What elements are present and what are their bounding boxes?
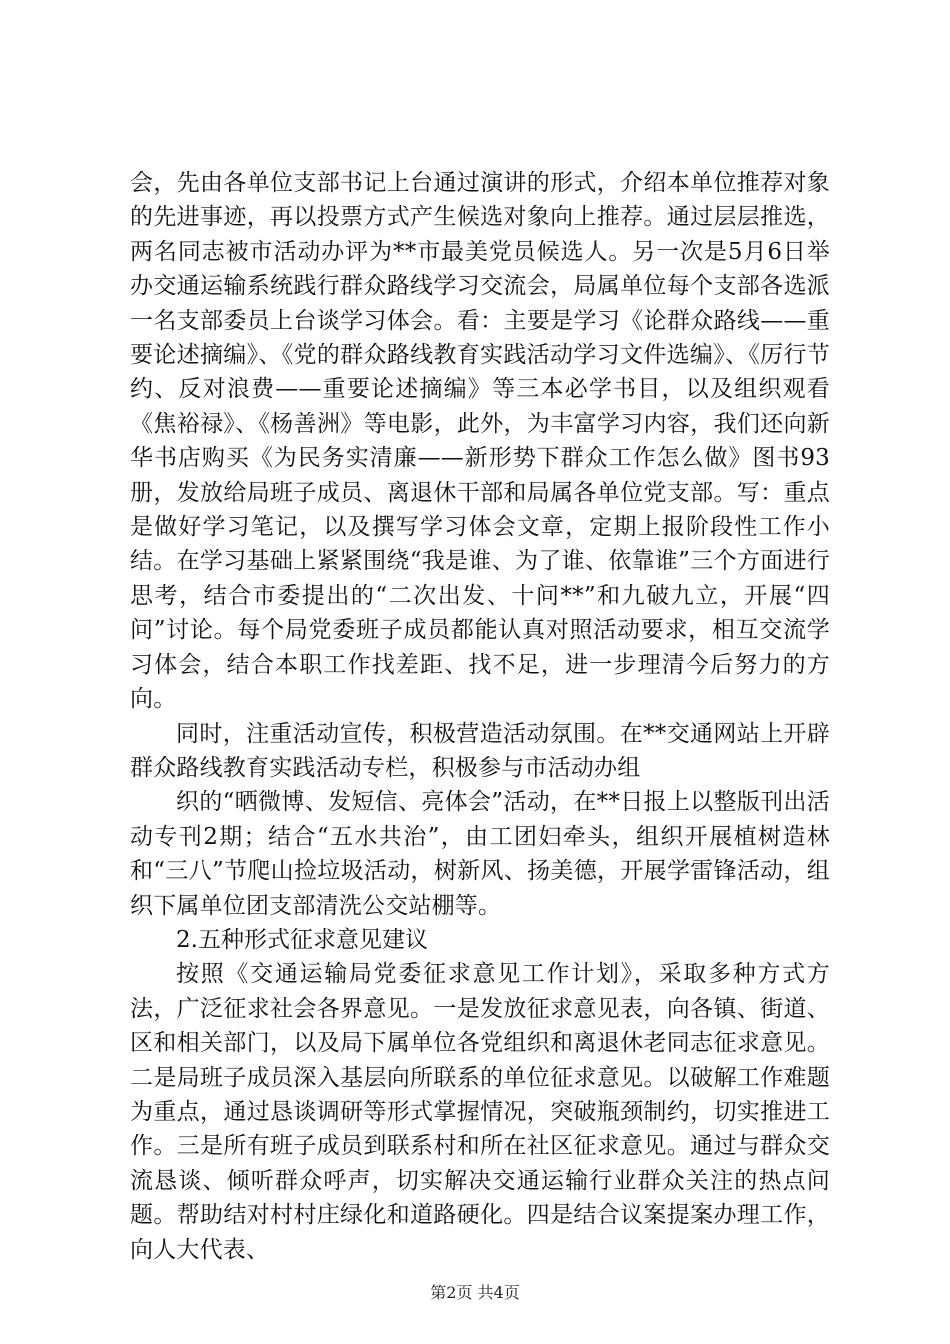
- page-number-footer: 第2页 共4页: [430, 1283, 520, 1302]
- section-heading: 2.五种形式征求意见建议: [176, 926, 428, 953]
- paragraph-3: 织的“晒微博、发短信、亮体会”活动，在**日报上以整版刊出活动专刊2期；结合“五水共治”，由工团妇牵头，组织开展植树造林和“三八”节爬山捡垃圾活动，树新风、扬美德，开展学雷锋活动，组织下属单位团支部清洗公交站棚等。: [130, 789, 830, 919]
- paragraph-4: 按照《交通运输局党委征求意见工作计划》，采取多种方式方法，广泛征求社会各界意见。一是发放征求意见表，向各镇、街道、区和相关部门，以及局下属单位各党组织和离退休老同志征求意见。二是局班子成员深入基层向所联系的单位征求意见。以破解工作难题为重点，通过恳谈调研等形式掌握情况，突破瓶颈制约，切实推进工作。三是所有班子成员到联系村和所在社区征求意见。通过与群众交流恳谈、倾听群众呼声，切实解决交通运输行业群众关注的热点问题。帮助结对村村庄绿化和道路硬化。四是结合议案提案办理工作，向人大代表、: [130, 961, 830, 1263]
- document-body: [130, 166, 830, 1267]
- paragraph-2: 同时，注重活动宣传，积极营造活动氛围。在**交通网站上开辟群众路线教育实践活动专栏，积极参与市活动办组: [130, 720, 830, 781]
- paragraph-1: 会，先由各单位支部书记上台通过演讲的形式，介绍本单位推荐对象的先进事迹，再以投票方式产生候选对象向上推荐。通过层层推选，两名同志被市活动办评为**市最美党员候选人。另一次是5月6日举办交通运输系统践行群众路线学习交流会，局属单位每个支部各选派一名支部委员上台谈学习体会。看：主要是学习《论群众路线——重要论述摘编》、《党的群众路线教育实践活动学习文件选编》、《厉行节约、反对浪费——重要论述摘编》等三本必学书目，以及组织观看《焦裕禄》、《杨善洲》等电影，此外，为丰富学习内容，我们还向新华书店购买《为民务实清廉——新形势下群众工作怎么做》图书93册，发放给局班子成员、离退休干部和局属各单位党支部。写：重点是做好学习笔记，以及撰写学习体会文章，定期上报阶段性工作小结。在学习基础上紧紧围绕“我是谁、为了谁、依靠谁”三个方面进行思考，结合市委提出的“二次出发、十问**”和九破九立，开展“四问”讨论。每个局党委班子成员都能认真对照活动要求，相互交流学习体会，结合本职工作找差距、找不足，进一步理清今后努力的方向。: [130, 170, 830, 713]
